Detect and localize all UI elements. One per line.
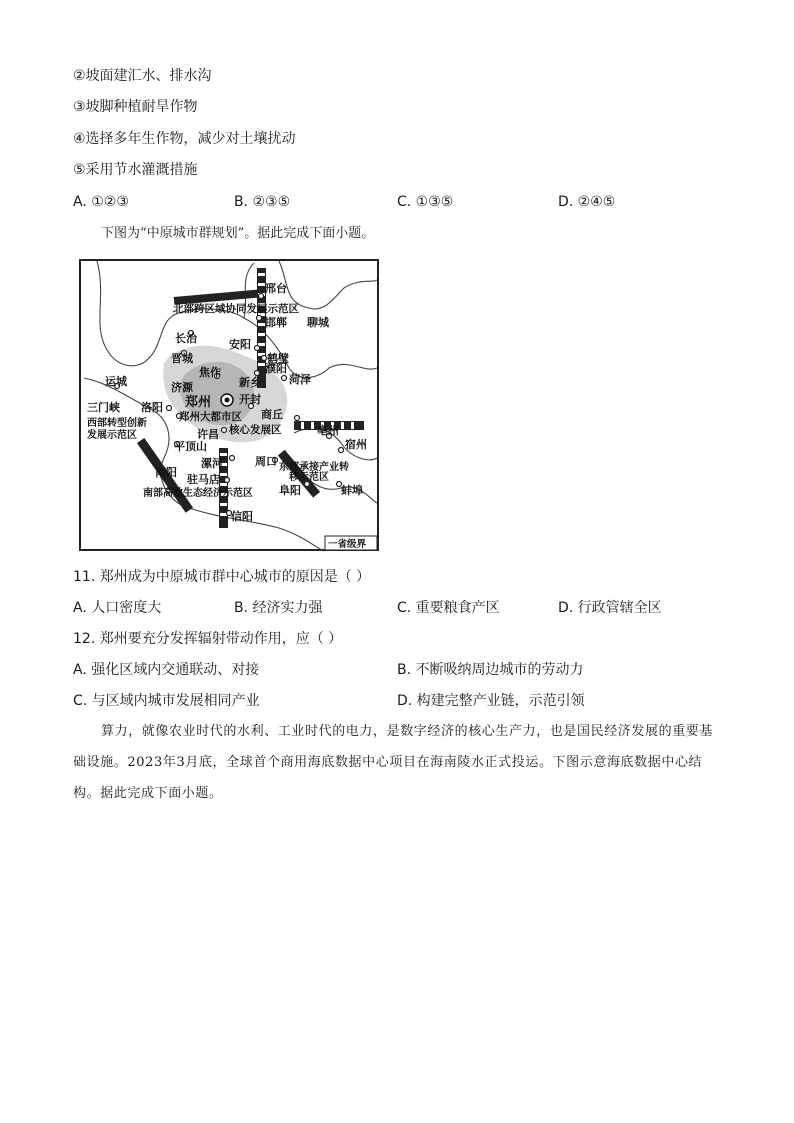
legend-province-boundary: 一省级界 bbox=[328, 539, 367, 550]
q12-option-c: C. 与区域内城市发展相同产业 bbox=[73, 693, 260, 709]
label-changzhi: 长治 bbox=[175, 332, 197, 345]
label-hebi: 鹤壁 bbox=[267, 352, 289, 365]
passage-paragraph: 算力，就像农业时代的水利、工业时代的电力，是数字经济的核心生产力，也是国民经济发展的重要基础设施。2023年3月底，全球首个商用海底数据中心项目在海南陵水正式投运。下图示意海底数据中心结构。据此完成下面小题。 bbox=[73, 724, 714, 801]
q10-item-2: ②坡面建汇水、排水沟 bbox=[73, 68, 212, 84]
label-east-zone-1: 东部承接产业转 bbox=[279, 462, 349, 473]
label-pingdingshan: 平顶山 bbox=[174, 440, 207, 453]
label-anyang: 安阳 bbox=[229, 338, 251, 351]
label-yuncheng: 运城 bbox=[105, 375, 127, 388]
label-luoyang: 洛阳 bbox=[141, 401, 163, 414]
q12-option-a: A. 强化区域内交通联动、对接 bbox=[73, 662, 260, 678]
label-zhumadian: 驻马店 bbox=[187, 473, 220, 486]
label-jiyuan: 济源 bbox=[171, 381, 193, 394]
q12-option-d: D. 构建完整产业链，示范引领 bbox=[397, 693, 585, 709]
central-plains-city-map bbox=[79, 258, 380, 553]
label-xinxiang: 新乡 bbox=[239, 376, 261, 389]
label-bengbu: 蚌埠 bbox=[341, 484, 363, 497]
label-west-zone-1: 西部转型创新 bbox=[87, 418, 147, 429]
label-heze: 菏泽 bbox=[289, 373, 311, 386]
label-suzhou: 宿州 bbox=[345, 438, 367, 451]
label-bozhou: 亳州 bbox=[317, 424, 339, 437]
label-kaifeng: 开封 bbox=[239, 393, 261, 406]
q10-item-4: ④选择多年生作物，减少对土壤扰动 bbox=[73, 131, 296, 147]
label-zhoukou: 周口 bbox=[255, 455, 277, 468]
label-sanmenxia: 三门峡 bbox=[87, 401, 120, 414]
q11-option-d: D. 行政管辖全区 bbox=[558, 600, 662, 616]
label-metro-area: 郑州大都市区 bbox=[179, 411, 242, 423]
label-xinyang: 信阳 bbox=[231, 510, 253, 523]
label-xingtai: 邢台 bbox=[265, 282, 287, 295]
q12-stem: 12. 郑州要充分发挥辐射带动作用，应（ ） bbox=[73, 631, 343, 647]
label-south-zone: 南部高效生态经济示范区 bbox=[143, 488, 253, 499]
q11-stem: 11. 郑州成为中原城市群中心城市的原因是（ ） bbox=[73, 569, 371, 585]
label-liaocheng: 聊城 bbox=[307, 316, 329, 329]
label-east-zone-2: 移示范区 bbox=[289, 472, 329, 483]
label-puyang: 濮阳 bbox=[265, 362, 287, 375]
q10-option-c: C. ①③⑤ bbox=[397, 194, 454, 210]
label-nanyang: 南阳 bbox=[155, 466, 177, 479]
label-shangqiu: 商丘 bbox=[261, 408, 283, 421]
map-intro: 下图为“中原城市群规划”。据此完成下面小题。 bbox=[101, 226, 375, 241]
q10-item-3: ③坡脚种植耐旱作物 bbox=[73, 99, 198, 115]
label-handan: 邯郸 bbox=[265, 316, 287, 329]
q10-option-d: D. ②④⑤ bbox=[558, 194, 616, 210]
label-jincheng: 晋城 bbox=[171, 352, 193, 365]
label-jiaozuo: 焦作 bbox=[199, 366, 221, 379]
q11-option-c: C. 重要粮食产区 bbox=[397, 600, 500, 616]
q12-option-b: B. 不断吸纳周边城市的劳动力 bbox=[397, 662, 584, 678]
q10-item-5: ⑤采用节水灌溉措施 bbox=[73, 162, 198, 178]
q10-option-b: B. ②③⑤ bbox=[234, 194, 291, 210]
label-north-zone: 北部跨区域协同发展示范区 bbox=[173, 303, 299, 315]
label-luohe: 漯河 bbox=[201, 457, 223, 470]
q10-option-a: A. ①②③ bbox=[73, 194, 129, 210]
label-xuchang: 许昌 bbox=[197, 428, 219, 441]
label-zhengzhou: 郑州 bbox=[185, 395, 212, 410]
q11-option-a: A. 人口密度大 bbox=[73, 600, 162, 616]
q11-option-b: B. 经济实力强 bbox=[234, 600, 323, 616]
label-west-zone-2: 发展示范区 bbox=[87, 430, 137, 441]
label-fuyang: 阜阳 bbox=[279, 484, 301, 497]
label-core-area: 核心发展区 bbox=[229, 424, 282, 436]
